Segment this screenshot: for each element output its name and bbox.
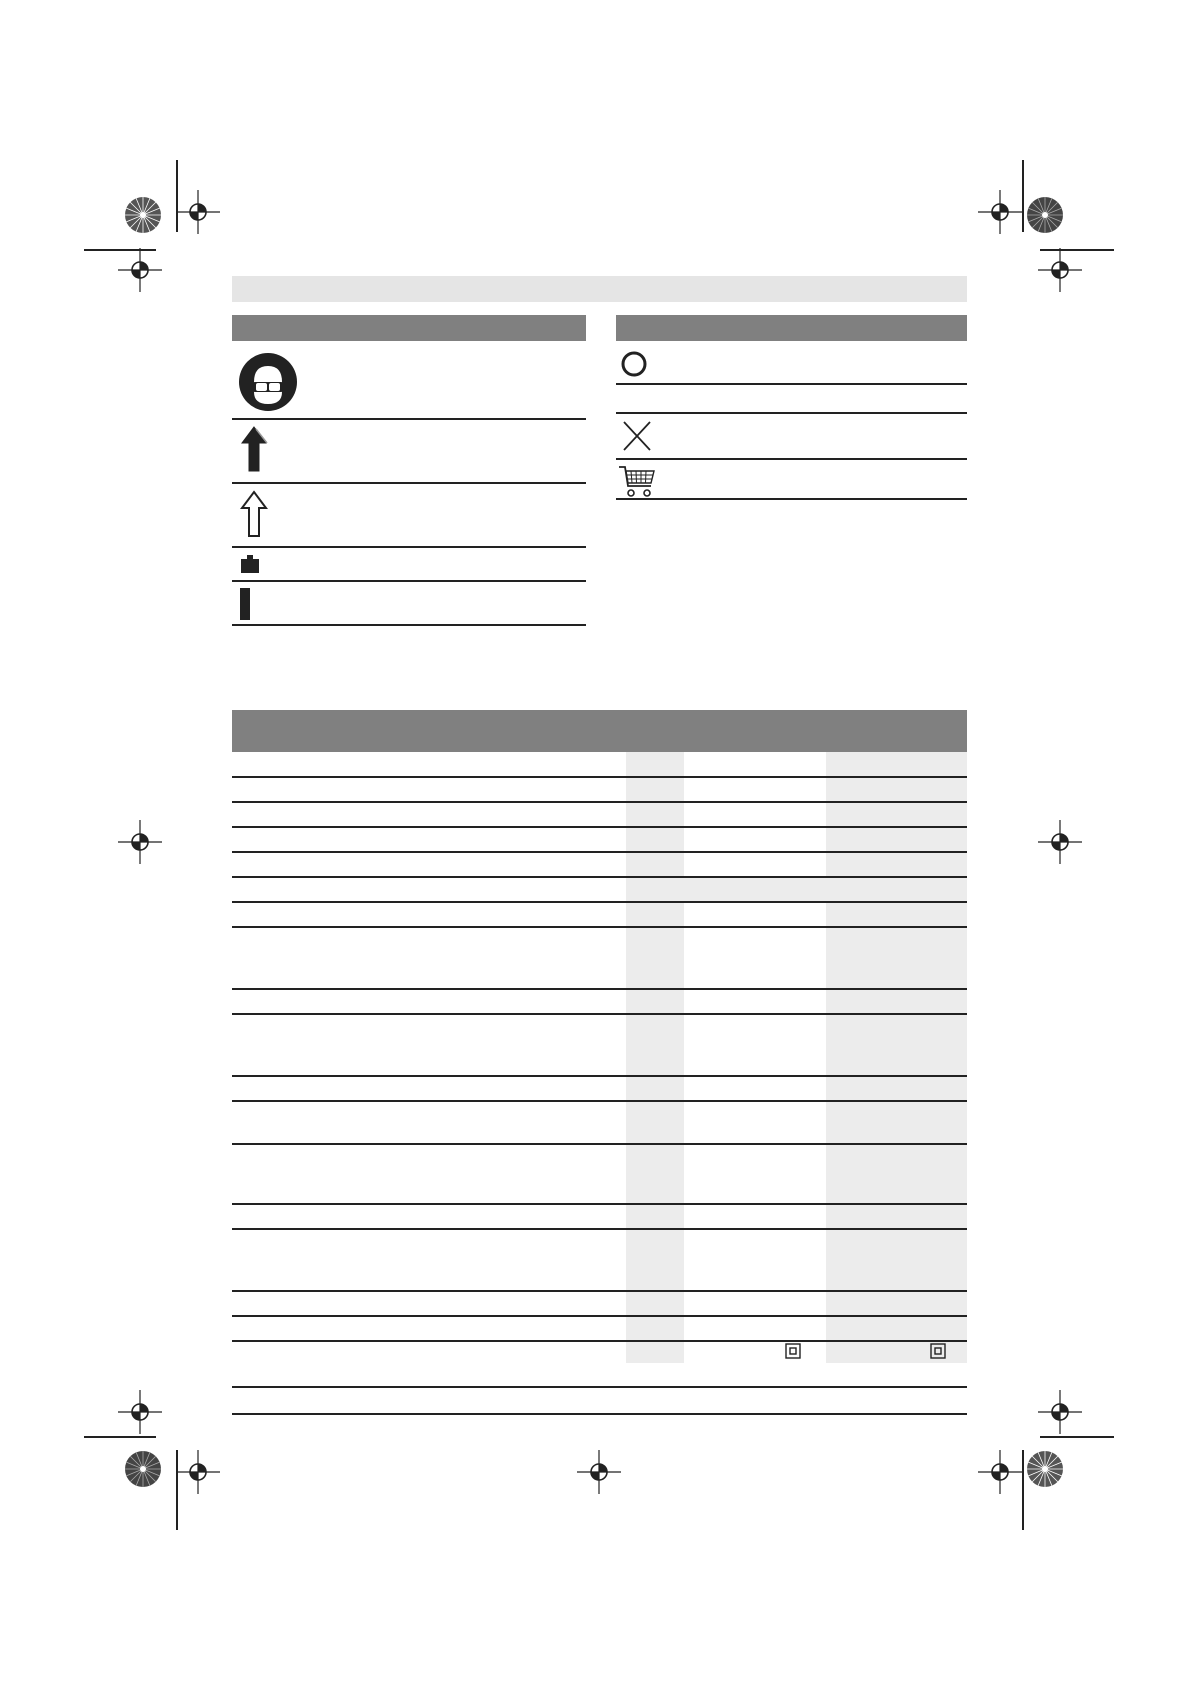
shopping-cart-icon [618,464,656,498]
table-row [232,1143,967,1145]
circle-icon [620,350,648,378]
symbols-right-divider [616,458,967,460]
table-row [232,1075,967,1077]
table-row [232,1340,967,1342]
double-square-icon [785,1343,801,1359]
registration-mark-icon [577,1450,621,1494]
tech-table-shaded-column [626,901,684,1363]
registration-mark-icon [118,248,162,292]
table-row [232,826,967,828]
print-target-icon [124,1450,162,1488]
symbols-left-divider [232,482,586,484]
print-target-icon [124,196,162,234]
safety-goggles-icon [238,352,298,412]
table-row [232,926,967,928]
symbols-right-divider [616,498,967,500]
symbols-right-divider [616,412,967,414]
bar-icon [240,588,250,620]
table-row [232,1386,967,1388]
table-row [232,1413,967,1415]
table-row [232,1228,967,1230]
registration-mark-icon [176,190,220,234]
cross-icon [622,420,652,452]
registration-mark-icon [978,190,1022,234]
symbols-right-divider [616,383,967,385]
table-row [232,1100,967,1102]
registration-mark-icon [1038,1390,1082,1434]
table-row [232,988,967,990]
table-row [232,801,967,803]
tech-table-shaded-column [626,752,684,876]
table-row [232,851,967,853]
header-band [232,276,967,302]
registration-mark-icon [176,1450,220,1494]
table-row [232,1013,967,1015]
registration-mark-icon [1038,248,1082,292]
tech-table-shaded-row [626,876,967,901]
tech-table-shaded-column [826,901,967,1363]
table-row [232,876,967,878]
table-row [232,1290,967,1292]
symbols-left-divider [232,624,586,626]
print-target-icon [1026,1450,1064,1488]
symbols-left-divider [232,546,586,548]
double-square-icon [930,1343,946,1359]
registration-mark-icon [978,1450,1022,1494]
symbols-left-title-bar [232,315,586,341]
table-row [232,776,967,778]
registration-mark-icon [118,820,162,864]
print-target-icon [1026,196,1064,234]
table-row [232,901,967,903]
table-row [232,1203,967,1205]
outline-arrow-up-icon [240,490,268,538]
table-row [232,1315,967,1317]
tech-table-shaded-column [826,752,967,876]
symbols-left-divider [232,418,586,420]
registration-mark-icon [118,1390,162,1434]
tech-table-header [232,710,967,752]
registration-mark-icon [1038,820,1082,864]
filled-arrow-up-icon [240,425,268,473]
symbols-left-divider [232,580,586,582]
weight-icon [240,554,260,574]
symbols-right-title-bar [616,315,967,341]
